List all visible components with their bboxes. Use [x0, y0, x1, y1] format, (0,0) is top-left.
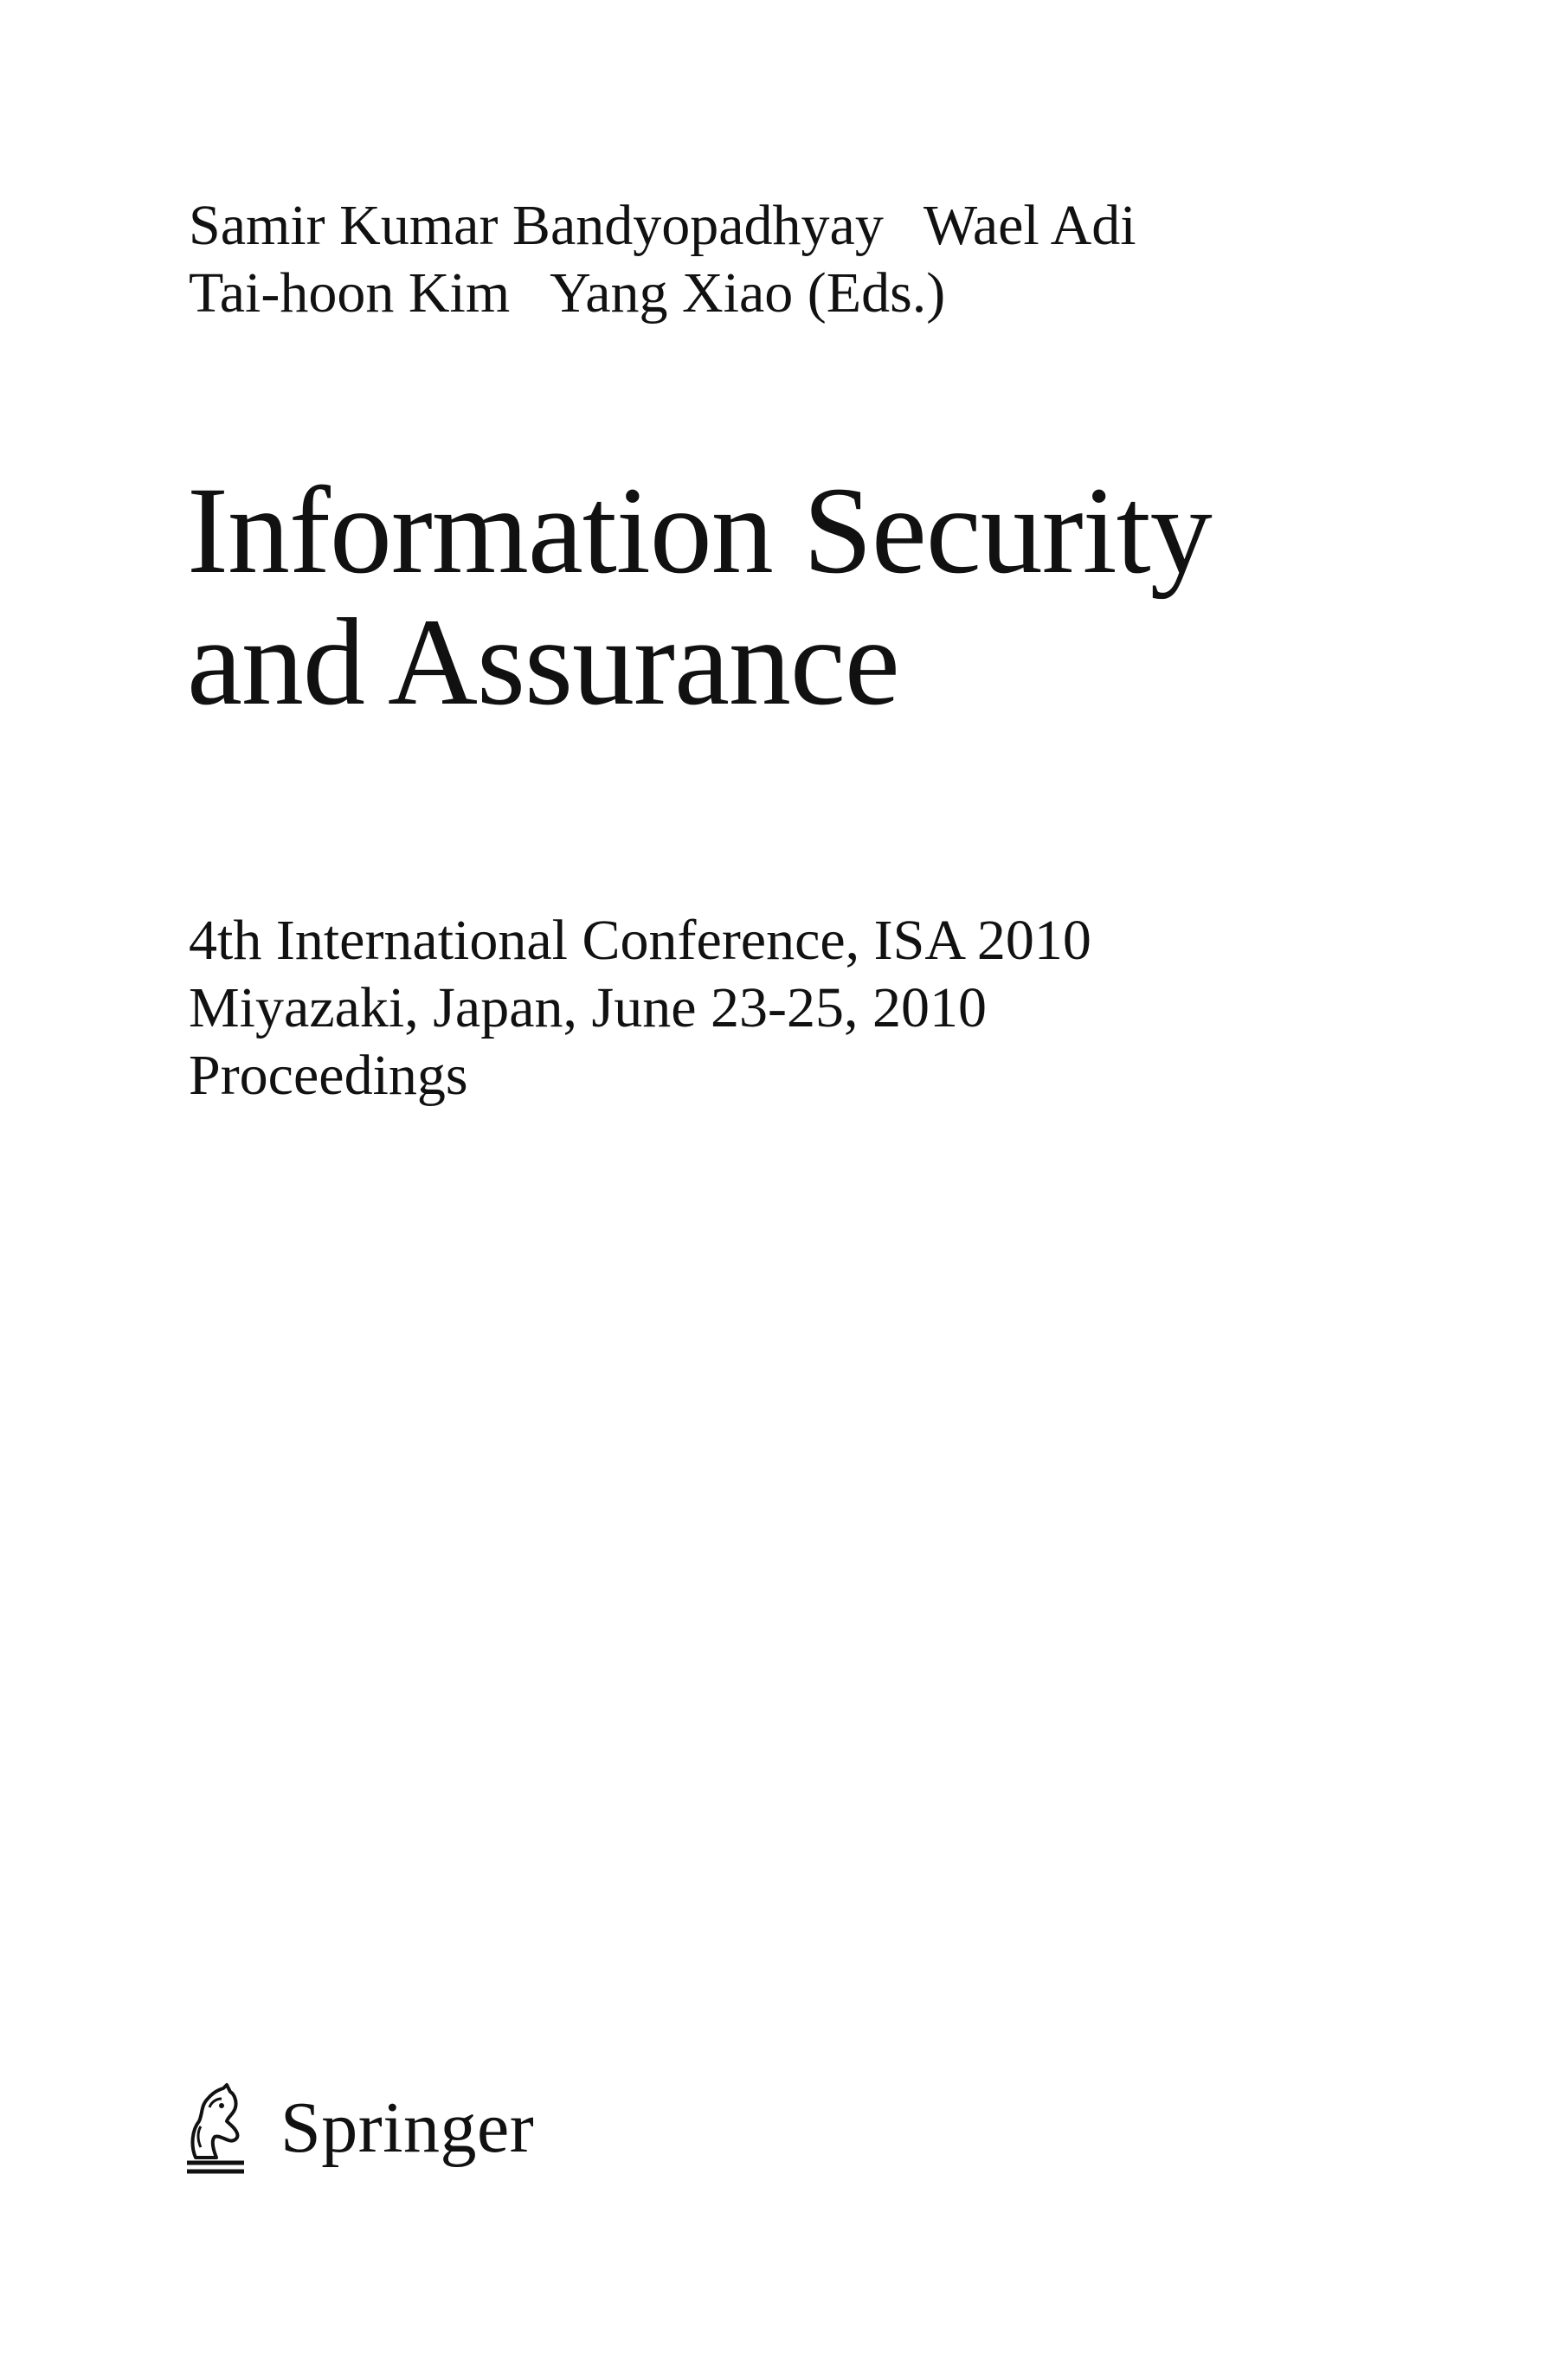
editor-name: Wael Adi — [923, 194, 1136, 257]
book-title-line-2: and Assurance — [187, 594, 899, 731]
publisher-name: Springer — [280, 2087, 535, 2168]
editor-name: Tai-hoon Kim — [189, 261, 511, 325]
conference-info — [189, 907, 1091, 1110]
proceedings-label: Proceedings — [189, 1044, 468, 1107]
publisher-block — [178, 2063, 534, 2193]
editors-block — [189, 192, 1136, 327]
conference-location-date: Miyazaki, Japan, June 23-25, 2010 — [189, 976, 987, 1039]
book-title-line-1: Information Security — [187, 462, 1212, 600]
editor-name: Samir Kumar Bandyopadhyay — [189, 194, 884, 257]
book-title — [187, 462, 1212, 731]
editor-name: Yang Xiao (Eds.) — [550, 261, 946, 325]
editors-line-1 — [189, 192, 1136, 260]
conference-name: 4th International Conference, ISA 2010 — [189, 909, 1091, 972]
springer-horse-icon — [178, 2076, 251, 2180]
editors-line-2 — [189, 260, 1136, 327]
